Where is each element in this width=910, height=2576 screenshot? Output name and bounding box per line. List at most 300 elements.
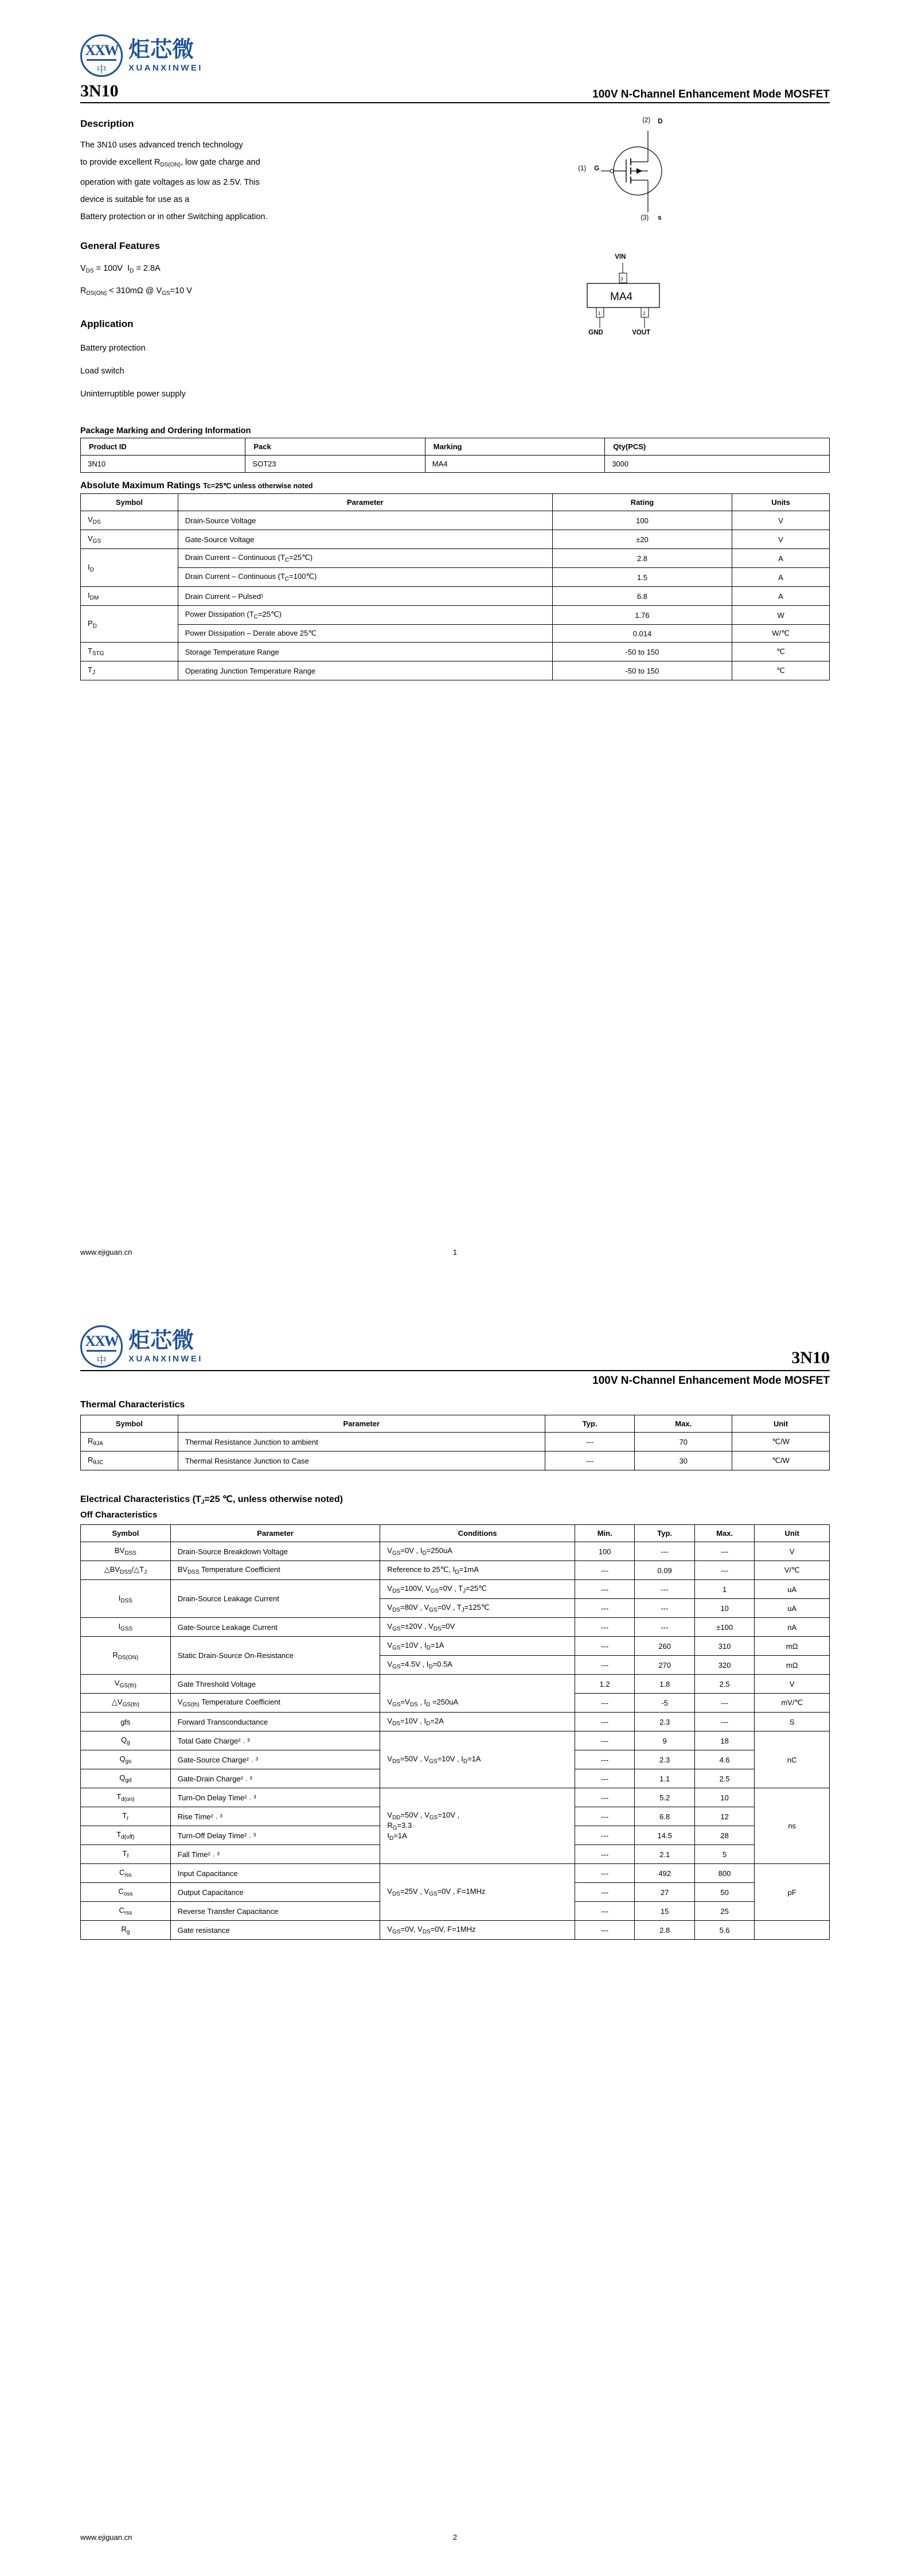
ec-min-6: --- <box>575 1656 634 1675</box>
amr-symbol-id: $I_D$ <box>81 549 178 587</box>
ec-param-13: Turn-On Delay Time² ˒ ³ <box>170 1788 380 1807</box>
table-row <box>81 1542 830 1561</box>
ec-typ-15: 14.5 <box>635 1826 694 1845</box>
ec-typ-5: 260 <box>635 1637 694 1656</box>
amr-param-3: Drain Current – Continuous $(T_C=100℃)$ <box>178 568 552 587</box>
description-line-1: to provide excellent $R_{DS(ON)}$, low gate charge and <box>80 158 260 168</box>
table-header-row <box>81 1415 830 1433</box>
ec-unit-8: mV/℃ <box>755 1694 830 1713</box>
table-row <box>81 661 830 680</box>
header-divider <box>80 1370 830 1371</box>
logo-mark-bar <box>87 1350 116 1352</box>
page2-subtitle: 100V N-Channel Enhancement Mode MOSFET <box>592 1375 830 1387</box>
ec-cond-3: $V_{DS}=80V$ , $V_{GS}=0V$ , $T_J=125℃$ <box>380 1599 575 1618</box>
table-row <box>81 1731 830 1750</box>
table-row <box>81 1433 830 1452</box>
description-line-4: Battery protection or in other Switching application. <box>80 212 268 221</box>
ec-param-20: Gate resistance <box>170 1921 380 1940</box>
thermal-header-typ: Typ. <box>545 1415 635 1433</box>
table-row <box>81 568 830 587</box>
ec-max-9: --- <box>694 1713 754 1731</box>
ordering-cell-qty: 3000 <box>605 456 830 473</box>
thermal-typ-1: --- <box>545 1452 635 1470</box>
table-header-row <box>81 1525 830 1542</box>
off-characteristics-heading: Off Characteristics <box>80 1510 158 1520</box>
table-header-row <box>81 494 830 511</box>
application-line-2: Uninterruptible power supply <box>80 390 186 399</box>
ec-typ-11: 2.3 <box>635 1750 694 1769</box>
ec-symbol-gfs: gfs <box>81 1713 171 1731</box>
ec-param-7: Gate Threshold Voltage <box>170 1675 380 1694</box>
ec-max-4: ±100 <box>694 1618 754 1637</box>
ec-typ-8: -5 <box>635 1694 694 1713</box>
thermal-header-max: Max. <box>635 1415 732 1433</box>
page1-subtitle: 100V N-Channel Enhancement Mode MOSFET <box>592 88 830 100</box>
ec-unit-0: V <box>755 1542 830 1561</box>
footer-page-number: 2 <box>452 2533 458 2542</box>
ec-unit-3: uA <box>755 1599 830 1618</box>
ec-max-10: 18 <box>694 1731 754 1750</box>
ec-typ-13: 5.2 <box>635 1788 694 1807</box>
ec-max-20: 5.6 <box>694 1921 754 1940</box>
ec-param-5: Static Drain-Source On-Resistance <box>170 1637 380 1675</box>
ec-min-13: --- <box>575 1788 634 1807</box>
amr-symbol-vds: $V_{DS}$ <box>81 511 178 530</box>
amr-param-1: Gate-Source Voltage <box>178 530 552 549</box>
amr-units-1: V <box>732 530 830 549</box>
logo-company-en: XUANXINWEI <box>128 1354 203 1364</box>
amr-rating-8: -50 to 150 <box>552 661 732 680</box>
amr-param-7: Storage Temperature Range <box>178 643 552 661</box>
ec-param-12: Gate-Drain Charge² ˒ ³ <box>170 1769 380 1788</box>
ec-symbol-idss: $I_{DSS}$ <box>81 1580 171 1618</box>
ec-min-17: --- <box>575 1864 634 1883</box>
ordering-header-product-id: Product ID <box>81 438 245 456</box>
ec-unit-17: pF <box>755 1864 830 1921</box>
symbol-pin1-number: (1) <box>578 165 587 172</box>
ec-symbol-dvgsth: $\triangle V_{GS(th)}$ <box>81 1694 171 1713</box>
ec-symbol-tf: $T_f$ <box>81 1845 171 1864</box>
ec-typ-3: --- <box>635 1599 694 1618</box>
ec-symbol-coss: $C_{oss}$ <box>81 1883 171 1902</box>
logo-company-cn: 炬芯微 <box>128 1328 194 1353</box>
ordering-cell-pack: SOT23 <box>245 456 425 473</box>
ec-symbol-rg: $R_g$ <box>81 1921 171 1940</box>
table-row <box>81 530 830 549</box>
amr-units-8: ℃ <box>732 661 830 680</box>
ec-cond-7: $V_{GS}=V_{DS}$ , $I_D =250uA$ <box>380 1675 575 1713</box>
amr-param-2: Drain Current – Continuous $(T_C=25℃)$ <box>178 549 552 568</box>
thermal-symbol-rthjc: $R_{\theta JC}$ <box>81 1452 178 1470</box>
svg-text:3: 3 <box>620 277 623 282</box>
symbol-pin2-label: D <box>658 118 663 125</box>
ec-header-typ: Typ. <box>635 1525 694 1542</box>
amr-rating-3: 1.5 <box>552 568 732 587</box>
ec-typ-18: 27 <box>635 1883 694 1902</box>
page-title: 3N10 <box>80 81 119 100</box>
amr-param-5: Power Dissipation $(T_C=25℃)$ <box>178 606 552 625</box>
symbol-pin2-number: (2) <box>642 117 651 124</box>
ec-param-4: Gate-Source Leakage Current <box>170 1618 380 1637</box>
ec-typ-0: --- <box>635 1542 694 1561</box>
ec-min-12: --- <box>575 1769 634 1788</box>
table-row <box>81 511 830 530</box>
amr-rating-5: 1.76 <box>552 606 732 625</box>
electrical-characteristics-table <box>80 1524 830 1940</box>
amr-caption-note: Tc=25℃ unless otherwise noted <box>203 482 313 490</box>
footer-url: www.ejiguan.cn <box>80 2533 132 2542</box>
ec-unit-9: S <box>755 1713 830 1731</box>
ordering-cell-product-id: 3N10 <box>81 456 245 473</box>
ec-unit-13: ns <box>755 1788 830 1864</box>
thermal-table <box>80 1415 830 1470</box>
table-row <box>81 1618 830 1637</box>
amr-rating-0: 100 <box>552 511 732 530</box>
ordering-header-marking: Marking <box>425 438 604 456</box>
ec-cond-0: $V_{GS}=0V$ , $I_D=250uA$ <box>380 1542 575 1561</box>
ec-typ-14: 6.8 <box>635 1807 694 1826</box>
thermal-heading: Thermal Characteristics <box>80 1400 185 1410</box>
logo-text <box>128 38 203 73</box>
logo-mark-icon <box>80 34 123 77</box>
ec-header-conditions: Conditions <box>380 1525 575 1542</box>
page1-title-row <box>80 81 830 101</box>
general-line-1: $R_{DS(ON)} < 310m\Omega$ @ $V_{GS}=10$ V <box>80 286 192 297</box>
amr-symbol-vgs: $V_{GS}$ <box>81 530 178 549</box>
mosfet-symbol-diagram <box>564 114 713 234</box>
ec-typ-17: 492 <box>635 1864 694 1883</box>
general-features-heading: General Features <box>80 240 160 251</box>
amr-symbol-pd: $P_D$ <box>81 606 178 643</box>
footer-page-number: 1 <box>452 1248 458 1256</box>
ec-cond-2: $V_{DS}=100V$, $V_{GS}=0V$ , $T_J=25℃$ <box>380 1580 575 1599</box>
mosfet-symbol-svg <box>564 114 713 228</box>
ec-symbol-qgd: $Q_{gd}$ <box>81 1769 171 1788</box>
amr-caption <box>80 481 830 491</box>
ec-min-19: --- <box>575 1902 634 1921</box>
ec-min-18: --- <box>575 1883 634 1902</box>
ec-symbol-qgs: $Q_{gs}$ <box>81 1750 171 1769</box>
ec-unit-4: nA <box>755 1618 830 1637</box>
logo-mark-cn: 中 <box>96 1355 107 1366</box>
table-row <box>81 549 830 568</box>
ec-max-6: 320 <box>694 1656 754 1675</box>
amr-symbol-tstg: $T_{STG}$ <box>81 643 178 661</box>
ec-cond-9: $V_{DS}=10V$ , $I_D=2A$ <box>380 1713 575 1731</box>
table-row <box>81 1561 830 1580</box>
application-line-1: Load switch <box>80 367 124 376</box>
ec-unit-6: mΩ <box>755 1656 830 1675</box>
ec-symbol-ciss: $C_{iss}$ <box>81 1864 171 1883</box>
description-heading: Description <box>80 118 134 129</box>
ec-max-18: 50 <box>694 1883 754 1902</box>
ec-param-9: Forward Transconductance <box>170 1713 380 1731</box>
ec-min-5: --- <box>575 1637 634 1656</box>
company-logo <box>80 34 203 77</box>
thermal-max-1: 30 <box>635 1452 732 1470</box>
amr-units-2: A <box>732 549 830 568</box>
thermal-header-parameter: Parameter <box>178 1415 545 1433</box>
amr-units-7: ℃ <box>732 643 830 661</box>
package-drawing <box>570 254 708 363</box>
page2-footer <box>80 2533 830 2542</box>
amr-rating-2: 2.8 <box>552 549 732 568</box>
table-row <box>81 1637 830 1656</box>
page1-footer <box>80 1248 830 1256</box>
ec-param-16: Fall Time² ˒ ³ <box>170 1845 380 1864</box>
logo-company-en: XUANXINWEI <box>128 63 203 73</box>
ec-max-15: 28 <box>694 1826 754 1845</box>
general-line-0: $V_{DS} = 100V$ $I_D = 2.8A$ <box>80 264 161 274</box>
amr-symbol-tj: $T_J$ <box>81 661 178 680</box>
ec-unit-5: mΩ <box>755 1637 830 1656</box>
ec-symbol-vgsth: $V_{GS(th)}$ <box>81 1675 171 1694</box>
ec-unit-20 <box>755 1921 830 1940</box>
ec-min-16: --- <box>575 1845 634 1864</box>
ec-max-13: 10 <box>694 1788 754 1807</box>
thermal-symbol-rthja: $R_{\theta JA}$ <box>81 1433 178 1452</box>
description-section <box>80 103 830 406</box>
ec-cond-6: $V_{GS}=4.5V$ , $I_D=0.5A$ <box>380 1656 575 1675</box>
amr-rating-6: 0.014 <box>552 625 732 643</box>
svg-text:MA4: MA4 <box>610 291 633 303</box>
amr-header-units: Units <box>732 494 830 511</box>
symbol-pin3-label: s <box>658 215 662 221</box>
ec-param-11: Gate-Source Charge² ˒ ³ <box>170 1750 380 1769</box>
ec-max-1: --- <box>694 1561 754 1580</box>
ordering-caption: Package Marking and Ordering Information <box>80 426 251 435</box>
ec-cond-10: $V_{DS}=50V$ , $V_{GS}=10V$ , $I_D=1A$ <box>380 1731 575 1788</box>
ec-header-parameter: Parameter <box>170 1525 380 1542</box>
ec-typ-12: 1.1 <box>635 1769 694 1788</box>
thermal-unit-0: ℃/W <box>732 1433 830 1452</box>
ec-min-15: --- <box>575 1826 634 1845</box>
amr-header-symbol: Symbol <box>81 494 178 511</box>
amr-units-6: W/℃ <box>732 625 830 643</box>
ec-cond-4: $V_{GS}=\pm 20V$ , $V_{DS}=0V$ <box>380 1618 575 1637</box>
description-line-2: operation with gate voltages as low as 2.5V. This <box>80 178 260 187</box>
thermal-max-0: 70 <box>635 1433 732 1452</box>
ec-min-20: --- <box>575 1921 634 1940</box>
ec-max-2: 1 <box>694 1580 754 1599</box>
ec-min-11: --- <box>575 1750 634 1769</box>
company-logo <box>80 1325 203 1368</box>
ec-max-3: 10 <box>694 1599 754 1618</box>
table-row <box>81 587 830 606</box>
ec-max-17: 800 <box>694 1864 754 1883</box>
page2-part-number: 3N10 <box>791 1348 830 1367</box>
table-row <box>81 1921 830 1940</box>
page-2 <box>0 1291 910 2576</box>
ec-typ-10: 9 <box>635 1731 694 1750</box>
package-vout-label: VOUT <box>632 329 651 336</box>
table-row <box>81 1452 830 1470</box>
ec-param-2: Drain-Source Leakage Current <box>170 1580 380 1618</box>
ec-symbol-tdon: $T_{d(on)}$ <box>81 1788 171 1807</box>
ordering-header-qty: Qty(PCS) <box>605 438 830 456</box>
ec-symbol-bvdss: $BV_{DSS}$ <box>81 1542 171 1561</box>
ec-max-8: --- <box>694 1694 754 1713</box>
table-row <box>81 1580 830 1599</box>
ec-param-8: $V_{GS(th)}$ Temperature Coefficient <box>170 1694 380 1713</box>
table-row <box>81 1864 830 1883</box>
description-left <box>80 103 500 406</box>
logo-mark-letters: XXW <box>85 1333 118 1349</box>
ec-symbol-qg: $Q_g$ <box>81 1731 171 1750</box>
ec-param-0: Drain-Source Breakdown Voltage <box>170 1542 380 1561</box>
ec-min-9: --- <box>575 1713 634 1731</box>
thermal-header-symbol: Symbol <box>81 1415 178 1433</box>
amr-param-6: Power Dissipation – Derate above 25℃ <box>178 625 552 643</box>
amr-param-0: Drain-Source Voltage <box>178 511 552 530</box>
package-gnd-label: GND <box>588 329 603 336</box>
ec-min-0: 100 <box>575 1542 634 1561</box>
ec-min-10: --- <box>575 1731 634 1750</box>
amr-table <box>80 493 830 680</box>
amr-param-8: Operating Junction Temperature Range <box>178 661 552 680</box>
amr-symbol-idm: $I_{DM}$ <box>81 587 178 606</box>
ec-max-19: 25 <box>694 1902 754 1921</box>
amr-units-5: W <box>732 606 830 625</box>
amr-rating-7: -50 to 150 <box>552 643 732 661</box>
symbol-pin3-number: (3) <box>640 215 649 221</box>
amr-units-4: A <box>732 587 830 606</box>
table-row <box>81 456 830 473</box>
amr-rating-1: ±20 <box>552 530 732 549</box>
amr-caption-main: Absolute Maximum Ratings <box>80 481 201 491</box>
ec-symbol-rdson: $R_{DS(ON)}$ <box>81 1637 171 1675</box>
table-header-row <box>81 438 830 456</box>
ec-cond-5: $V_{GS}=10V$ , $I_D=1A$ <box>380 1637 575 1656</box>
table-row <box>81 1788 830 1807</box>
logo-mark-letters: XXW <box>85 42 118 59</box>
ec-min-3: --- <box>575 1599 634 1618</box>
ec-typ-1: 0.09 <box>635 1561 694 1580</box>
ec-max-12: 2.5 <box>694 1769 754 1788</box>
amr-units-3: A <box>732 568 830 587</box>
ec-min-4: --- <box>575 1618 634 1637</box>
description-right <box>530 103 830 406</box>
ec-header-unit: Unit <box>755 1525 830 1542</box>
amr-rating-4: 6.8 <box>552 587 732 606</box>
ec-max-16: 5 <box>694 1845 754 1864</box>
ec-min-14: --- <box>575 1807 634 1826</box>
table-row <box>81 1675 830 1694</box>
ec-typ-2: --- <box>635 1580 694 1599</box>
ec-cond-1: Reference to 25℃, $I_D=1mA$ <box>380 1561 575 1580</box>
symbol-pin1-label: G <box>594 165 600 172</box>
ordering-section <box>80 426 830 473</box>
ec-symbol-dbvdss: $\triangle BV_{DSS}/\triangle T_J$ <box>81 1561 171 1580</box>
ec-param-10: Total Gate Charge² ˒ ³ <box>170 1731 380 1750</box>
ec-symbol-tdoff: $T_{d(off)}$ <box>81 1826 171 1845</box>
ec-param-1: $BV_{DSS}$ Temperature Coefficient <box>170 1561 380 1580</box>
ec-typ-4: --- <box>635 1618 694 1637</box>
amr-header-rating: Rating <box>552 494 732 511</box>
application-heading: Application <box>80 318 134 329</box>
ec-max-7: 2.5 <box>694 1675 754 1694</box>
ec-unit-7: V <box>755 1675 830 1694</box>
logo-mark-icon <box>80 1325 123 1368</box>
svg-text:1: 1 <box>598 311 601 316</box>
amr-header-parameter: Parameter <box>178 494 552 511</box>
ec-unit-10: nC <box>755 1731 830 1788</box>
table-row <box>81 625 830 643</box>
ec-min-1: --- <box>575 1561 634 1580</box>
ec-param-14: Rise Time² ˒ ³ <box>170 1807 380 1826</box>
application-line-0: Battery protection <box>80 344 146 353</box>
package-drawing-svg <box>570 254 708 351</box>
thermal-param-1: Thermal Resistance Junction to Case <box>178 1452 545 1470</box>
logo-text <box>128 1329 203 1364</box>
thermal-unit-1: ℃/W <box>732 1452 830 1470</box>
ec-max-0: --- <box>694 1542 754 1561</box>
amr-param-4: Drain Current – Pulsed¹ <box>178 587 552 606</box>
amr-section <box>80 481 830 680</box>
ec-symbol-tr: $T_r$ <box>81 1807 171 1826</box>
ec-cond-17: $V_{DS}=25V$ , $V_{GS}=0V$ , F=1MHz <box>380 1864 575 1921</box>
ec-param-15: Turn-Off Delay Time² ˒ ³ <box>170 1826 380 1845</box>
ec-typ-9: 2.3 <box>635 1713 694 1731</box>
ec-max-11: 4.6 <box>694 1750 754 1769</box>
ec-unit-1: V/℃ <box>755 1561 830 1580</box>
ec-header-symbol: Symbol <box>81 1525 171 1542</box>
amr-units-0: V <box>732 511 830 530</box>
page1-header <box>80 0 830 77</box>
thermal-param-0: Thermal Resistance Junction to ambient <box>178 1433 545 1452</box>
description-line-3: device is suitable for use as a <box>80 195 190 204</box>
ec-min-2: --- <box>575 1580 634 1599</box>
ordering-table <box>80 438 830 473</box>
ec-cond-20: $V_{GS}=0V$, $V_{DS}=0V$, F=1MHz <box>380 1921 575 1940</box>
ec-typ-6: 270 <box>635 1656 694 1675</box>
ec-unit-2: uA <box>755 1580 830 1599</box>
thermal-header-unit: Unit <box>732 1415 830 1433</box>
ec-max-5: 310 <box>694 1637 754 1656</box>
ec-min-8: --- <box>575 1694 634 1713</box>
package-vin-label: VIN <box>615 254 626 260</box>
ordering-header-pack: Pack <box>245 438 425 456</box>
ec-typ-20: 2.8 <box>635 1921 694 1940</box>
ordering-cell-marking: MA4 <box>425 456 604 473</box>
electrical-characteristics-title: Electrical Characteristics ($T_J=25$ ℃, unless otherwise noted) <box>80 1495 343 1505</box>
ec-header-min: Min. <box>575 1525 634 1542</box>
ec-param-18: Output Capacitance <box>170 1883 380 1902</box>
page2-header <box>80 1291 830 1368</box>
ec-param-17: Input Capacitance <box>170 1864 380 1883</box>
ec-max-14: 12 <box>694 1807 754 1826</box>
table-row <box>81 606 830 625</box>
ec-typ-16: 2.1 <box>635 1845 694 1864</box>
logo-mark-cn: 中 <box>96 64 107 75</box>
ec-cond-13: $V_{DD}=50V$ , $V_{GS}=10V$ , $R_G=3.3$ $I_D=1A$ <box>380 1788 575 1864</box>
logo-mark-bar <box>87 59 116 61</box>
footer-url: www.ejiguan.cn <box>80 1248 132 1256</box>
ec-typ-7: 1.8 <box>635 1675 694 1694</box>
logo-company-cn: 炬芯微 <box>128 37 194 62</box>
ec-min-7: 1.2 <box>575 1675 634 1694</box>
thermal-typ-0: --- <box>545 1433 635 1452</box>
svg-text:2: 2 <box>643 311 646 316</box>
ec-param-19: Reverse Transfer Capacitance <box>170 1902 380 1921</box>
table-row <box>81 1713 830 1731</box>
ec-typ-19: 15 <box>635 1902 694 1921</box>
ec-symbol-crss: $C_{rss}$ <box>81 1902 171 1921</box>
table-row <box>81 643 830 661</box>
description-line-0: The 3N10 uses advanced trench technology <box>80 141 243 150</box>
ec-header-max: Max. <box>694 1525 754 1542</box>
ec-symbol-igss: $I_{GSS}$ <box>81 1618 171 1637</box>
